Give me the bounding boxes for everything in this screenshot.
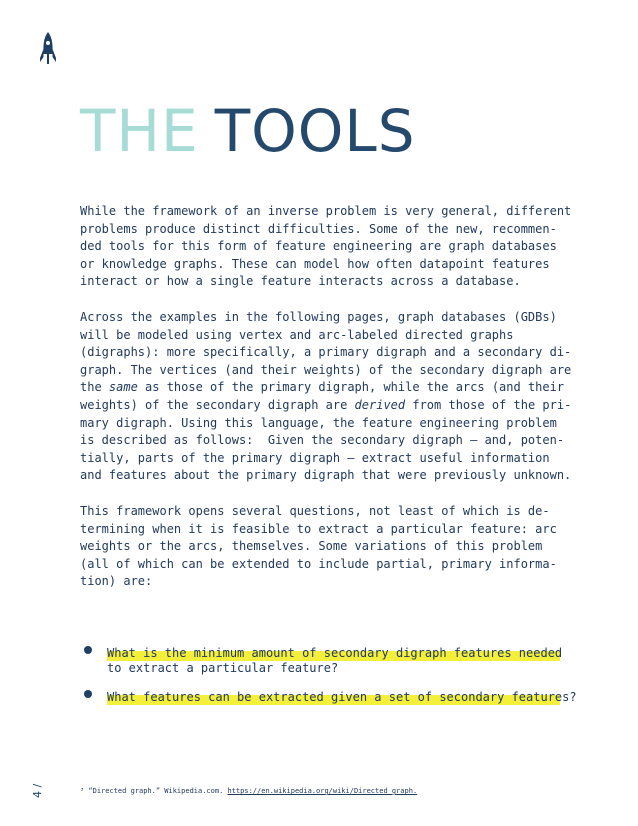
rocket-icon	[40, 32, 56, 68]
highlighted-text: What features can be extracted given a set of secondary features?	[107, 690, 577, 704]
title-dark-word: TOOLS	[214, 97, 416, 165]
list-item	[80, 690, 577, 705]
text-line: termining when it is feasible to extract a particular feature: arc	[80, 521, 557, 536]
page-title	[80, 96, 416, 166]
intro-paragraph	[80, 203, 570, 291]
highlighted-text: What is the minimum amount of secondary digraph features needed	[107, 646, 563, 660]
text-line: is described as follows: Given the secondary digraph – and, poten-	[80, 433, 565, 448]
text-line: problems produce distinct difficulties. Some of the new, recommen-	[80, 221, 557, 236]
text-line: or knowledge graphs. These can model how often datapoint features	[80, 256, 550, 271]
text-line: (digraphs): more specifically, a primary digraph and a secondary di-	[80, 345, 572, 360]
questions-paragraph	[80, 503, 570, 591]
text-line: ded tools for this form of feature engineering are graph databases	[80, 239, 557, 254]
text-line: will be modeled using vertex and arc-labeled directed graphs	[80, 327, 514, 342]
text-line: Across the examples in the following pages, graph databases (GDBs)	[80, 310, 557, 324]
text-line: (all of which can be extended to include partial, primary informa-	[80, 556, 557, 571]
text-line: mary digraph. Using this language, the feature engineering problem	[80, 415, 557, 430]
text-line: tially, parts of the primary digraph – extract useful information	[80, 450, 550, 465]
bullet-icon	[84, 646, 92, 654]
text-line: weights or the arcs, themselves. Some variations of this problem	[80, 539, 543, 554]
text-line: the	[80, 380, 109, 395]
list-item	[80, 646, 563, 676]
text-line: as those of the primary digraph, while the arcs (and their	[137, 380, 565, 395]
emphasis-derived: derived	[354, 397, 406, 412]
text-line: from those of the pri-	[405, 397, 572, 412]
footnote-text: “Directed graph.” Wikipedia.com.	[84, 787, 228, 795]
footnote	[80, 787, 417, 795]
graph-database-paragraph	[80, 309, 570, 485]
text-line: While the framework of an inverse problem is very general, different	[80, 204, 572, 218]
bullet-icon	[84, 690, 92, 698]
highlighted-text: to extract a particular feature?	[107, 661, 339, 675]
footnote-link[interactable]: https://en.wikipedia.org/wiki/Directed_graph.	[227, 787, 418, 795]
page-number	[27, 772, 47, 802]
title-light-word: THE	[80, 97, 199, 165]
text-line: weights) of the secondary digraph are	[80, 397, 355, 412]
page-number-text: 4 /	[31, 783, 44, 798]
text-line: interact or how a single feature interacts across a database.	[80, 274, 521, 289]
footnote-marker: ³	[80, 787, 85, 795]
question-list	[80, 646, 577, 719]
text-line: graph. The vertices (and their weights) of the secondary digraph are	[80, 362, 572, 377]
text-line: and features about the primary digraph that were previously unknown.	[80, 468, 572, 483]
emphasis-same: same	[108, 380, 138, 395]
text-line: tion) are:	[80, 574, 153, 589]
text-line: This framework opens several questions, not least of which is de-	[80, 504, 550, 518]
